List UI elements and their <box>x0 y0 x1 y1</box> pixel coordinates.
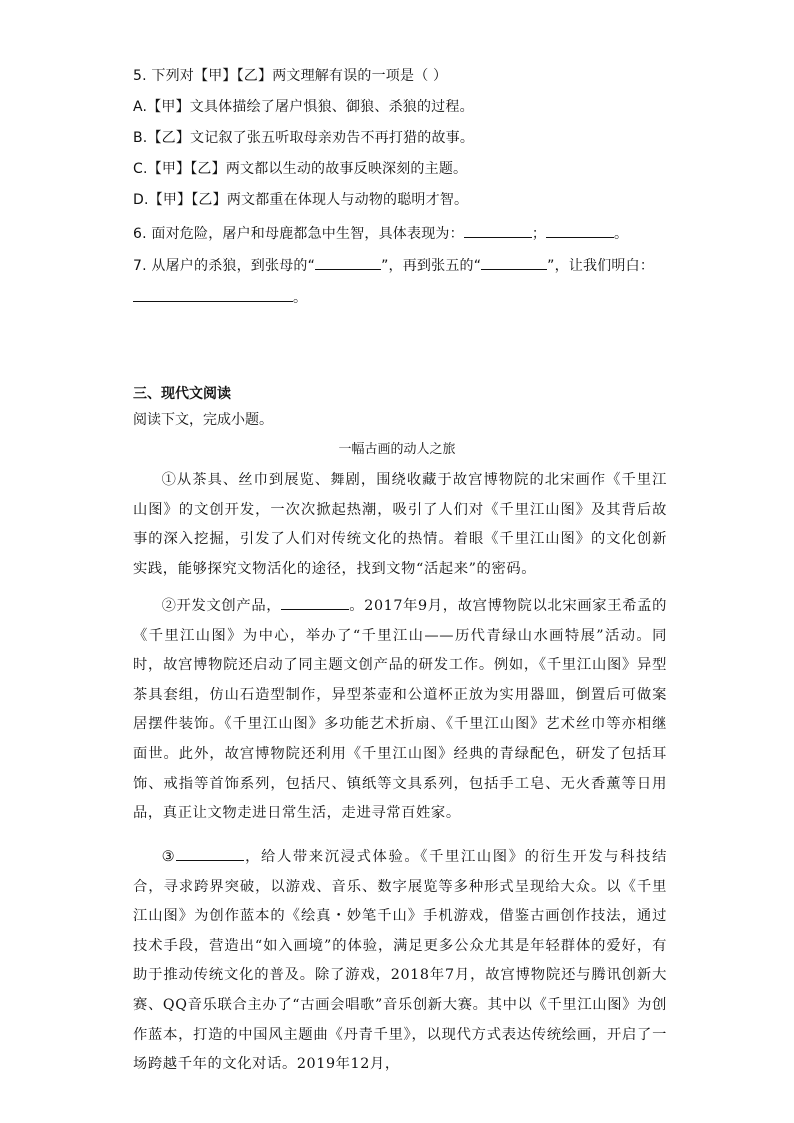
question-7-text-3: ”，让我们明白： <box>547 258 655 274</box>
paragraph-3-lead: ③ <box>161 849 177 865</box>
question-6-text: 6. 面对危险，屠户和母鹿都急中生智，具体表现为： <box>133 226 464 242</box>
question-7-line-2 <box>133 287 307 308</box>
article-title: 一幅古画的动人之旅 <box>338 442 456 457</box>
question-7-text-2: ”，再到张五的“ <box>381 258 482 274</box>
article-paragraph-3 <box>133 843 667 1080</box>
section-instruction: 阅读下文，完成小题。 <box>133 412 273 428</box>
paragraph-2-lead: ②开发文创产品， <box>161 598 282 614</box>
answer-blank[interactable] <box>176 845 244 861</box>
answer-blank[interactable] <box>281 594 349 610</box>
question-7-end: 。 <box>293 290 308 306</box>
answer-blank[interactable] <box>546 223 614 238</box>
paragraph-3-text: ，给人带来沉浸式体验。《千里江山图》的衍生开发与科技结合，寻求跨界突破，以游戏、音乐、数字展览等多种形式呈现给大众。以《千里江山图》为创作蓝本的《绘真・妙笔千山》手机游戏，借鉴古画创作技法，通过技术手段，营造出“如入画境”的体验，满足更多公众尤其是年轻群体的爱好，有助于推动传统文化的普及。除了游戏，2018年7月，故宫博物院还与腾讯创新大赛、QQ音乐联合主办了“古画会唱歌”音乐创新大赛。其中以《千里江山图》为创作蓝本，打造的中国风主题曲《丹青千里》，以现代方式表达传统绘画，开启了一场跨越千年的文化对话。2019年12月， <box>133 849 667 1073</box>
answer-blank[interactable] <box>481 255 547 270</box>
answer-blank[interactable] <box>315 255 381 270</box>
question-5-option-b: B.【乙】文记叙了张五听取母亲劝告不再打猎的故事。 <box>133 130 475 146</box>
answer-blank[interactable] <box>133 287 293 302</box>
article-paragraph-2 <box>133 592 667 829</box>
answer-blank[interactable] <box>464 223 532 238</box>
article-paragraph-1: ①从茶具、丝巾到展览、舞剧，围绕收藏于故宫博物院的北宋画作《千里江山图》的文创开发，一次次掀起热潮，吸引了人们对《千里江山图》及其背后故事的深入挖掘，引发了人们对传统文化的热情。着眼《千里江山图》的文化创新实践，能够探究文物活化的途径，找到文物“活起来”的密码。 <box>133 472 667 577</box>
question-7-text-1: 7. 从屠户的杀狼，到张母的“ <box>133 258 316 274</box>
question-6-end: 。 <box>614 226 629 242</box>
question-7 <box>133 255 654 276</box>
question-5-option-c: C.【甲】【乙】两文都以生动的故事反映深刻的主题。 <box>133 161 468 177</box>
question-5-option-a: A.【甲】文具体描绘了屠户惧狼、御狼、杀狼的过程。 <box>133 99 474 115</box>
question-6 <box>133 223 628 244</box>
question-5-option-d: D.【甲】【乙】两文都重在体现人与动物的聪明才智。 <box>133 192 469 208</box>
question-5-stem: 5. 下列对【甲】【乙】两文理解有误的一项是（ ） <box>133 68 448 84</box>
paragraph-2-text: 。2017年9月，故宫博物院以北宋画家王希孟的《千里江山图》为中心，举办了“千里江山——历代青绿山水画特展”活动。同时，故宫博物院还启动了同主题文创产品的研发工作。例如，《千里江山图》异型茶具套组，仿山石造型制作，异型茶壶和公道杯正放为实用器皿，倒置后可做案居摆件装饰。《千里江山图》多功能艺术折扇、《千里江山图》艺术丝巾等亦相继面世。此外，故宫博物院还利用《千里江山图》经典的青绿配色，研发了包括耳饰、戒指等首饰系列，包括尺、镇纸等文具系列，包括手工皂、无火香薰等日用品，真正让文物走进日常生活，走进寻常百姓家。 <box>133 598 667 822</box>
section-title: 三、现代文阅读 <box>133 386 231 402</box>
question-6-separator: ； <box>531 226 547 242</box>
